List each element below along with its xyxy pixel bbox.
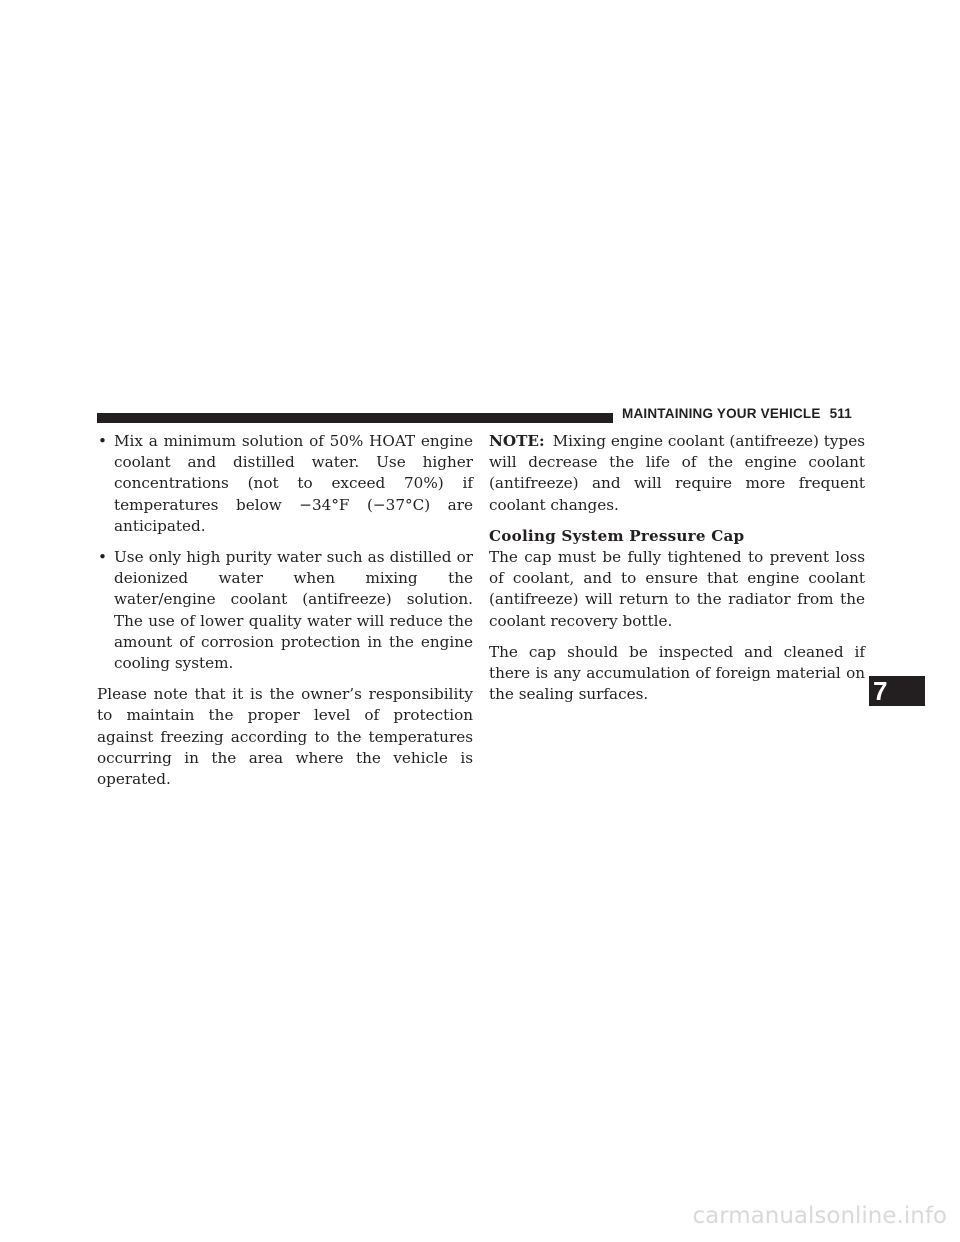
list-item [97,547,473,674]
note-text: Mixing engine coolant (antifreeze) types will decrease the life of the engine coolant (antifreeze) and will require more frequent coolant changes. [489,432,865,514]
bullet-text: Use only high purity water such as distilled or deionized water when mixing the water/engine coolant (antifreeze) solution. The use of lower quality water will reduce the amount of corrosion protection in the engine cooling system. [114,548,473,673]
note-paragraph [489,431,865,516]
bullet-text: Mix a minimum solution of 50% HOAT engine coolant and distilled water. Use higher concentrations (not to exceed 70%) if temperatures below −34°F (−37°C) are anticipated. [114,432,473,535]
section-heading: Cooling System Pressure Cap [489,526,745,545]
header-rule [97,413,613,423]
body-paragraph: The cap must be fully tightened to prevent loss of coolant, and to ensure that engine coolant (antifreeze) will return to the radiator from the coolant recovery bottle. [489,548,865,630]
chapter-tab: 7 [869,676,925,706]
running-header [622,406,852,421]
list-item [97,431,473,537]
bullet-icon: • [98,432,107,450]
page-number: 511 [829,406,852,421]
body-paragraph: Please note that it is the owner’s responsibility to maintain the proper level of protection against freezing according to the temperatures occurring in the area where the vehicle is operated. [97,685,473,789]
body-paragraph: The cap should be inspected and cleaned if there is any accumulation of foreign material on the sealing surfaces. [489,642,865,704]
left-column [97,431,473,800]
bullet-icon: • [98,548,107,567]
note-label: NOTE: [489,432,545,450]
watermark: carmanualsonline.info [692,1203,947,1229]
section-title: MAINTAINING YOUR VEHICLE [622,406,821,421]
right-column [489,431,865,715]
